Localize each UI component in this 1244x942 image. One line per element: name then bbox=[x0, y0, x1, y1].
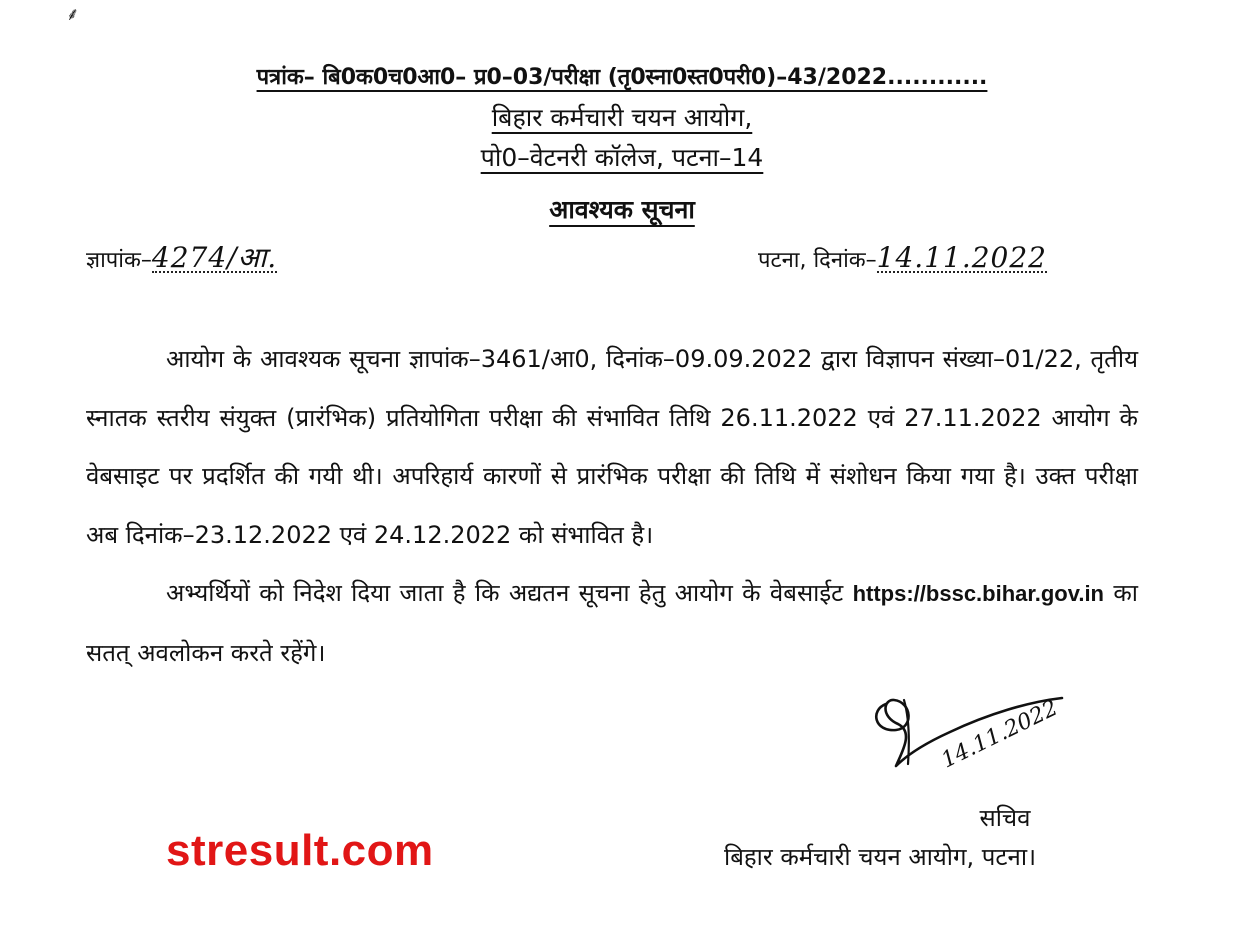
letter-number: पत्रांक– बि0क0च0आ0– प्र0–03/परीक्षा (तृ0स्ना0स्त0परी0)–43/2022............ bbox=[256, 65, 988, 90]
address-line bbox=[0, 138, 1244, 178]
website-link[interactable]: https://bssc.bihar.gov.in bbox=[852, 581, 1104, 606]
date-value: 14.11.2022 bbox=[876, 241, 1047, 274]
paragraph-2-text: अभ्यर्थियों को निदेश दिया जाता है कि अद्यतन सूचना हेतु आयोग के वेबसाईट bbox=[166, 579, 844, 607]
signatory-block bbox=[690, 800, 1150, 878]
corner-mark: ⸙ bbox=[66, 4, 80, 25]
organization-line bbox=[0, 98, 1244, 138]
notice-body bbox=[86, 330, 1138, 682]
paragraph-2 bbox=[86, 564, 1138, 682]
paragraph-1: आयोग के आवश्यक सूचना ज्ञापांक–3461/आ0, दिनांक–09.09.2022 द्वारा विज्ञापन संख्या–01/22, तृतीय स्नातक स्तरीय संयुक्त (प्रारंभिक) प्रतियोगिता परीक्षा की संभावित तिथि 26.11.2022 एवं 27.11.2022 आयोग के वेबसाइट पर प्रदर्शित की गयी थी। अपरिहार्य कारणों से प्रारंभिक परीक्षा की तिथि में संशोधन किया गया है। उक्त परीक्षा अब दिनांक–23.12.2022 एवं 24.12.2022 को संभावित है। bbox=[86, 345, 1138, 549]
reference-row bbox=[86, 236, 1166, 286]
letter-number-line bbox=[0, 58, 1244, 98]
memo-value: 4274/आ. bbox=[151, 241, 278, 274]
notice-title bbox=[0, 192, 1244, 226]
watermark-text: stresult.com bbox=[166, 826, 434, 875]
handwritten-signature bbox=[868, 680, 1078, 790]
organization-name: बिहार कर्मचारी चयन आयोग, bbox=[491, 103, 753, 132]
memo-number bbox=[86, 236, 277, 286]
date-label: पटना, दिनांक– bbox=[758, 248, 877, 273]
paragraph-2-end: का सतत् अवलोकन करते रहेंगे। bbox=[86, 579, 1138, 667]
signatory-title: सचिव bbox=[979, 804, 1031, 832]
signature-date: 14.11.2022 bbox=[937, 695, 1062, 774]
letter-header bbox=[0, 58, 1244, 178]
signatory-organization: बिहार कर्मचारी चयन आयोग, पटना। bbox=[724, 843, 1037, 871]
issue-date bbox=[758, 236, 1047, 286]
organization-address: पो0–वेटनरी कॉलेज, पटना–14 bbox=[480, 143, 764, 172]
memo-label: ज्ञापांक– bbox=[86, 248, 152, 273]
notice-title-text: आवश्यक सूचना bbox=[549, 195, 695, 224]
